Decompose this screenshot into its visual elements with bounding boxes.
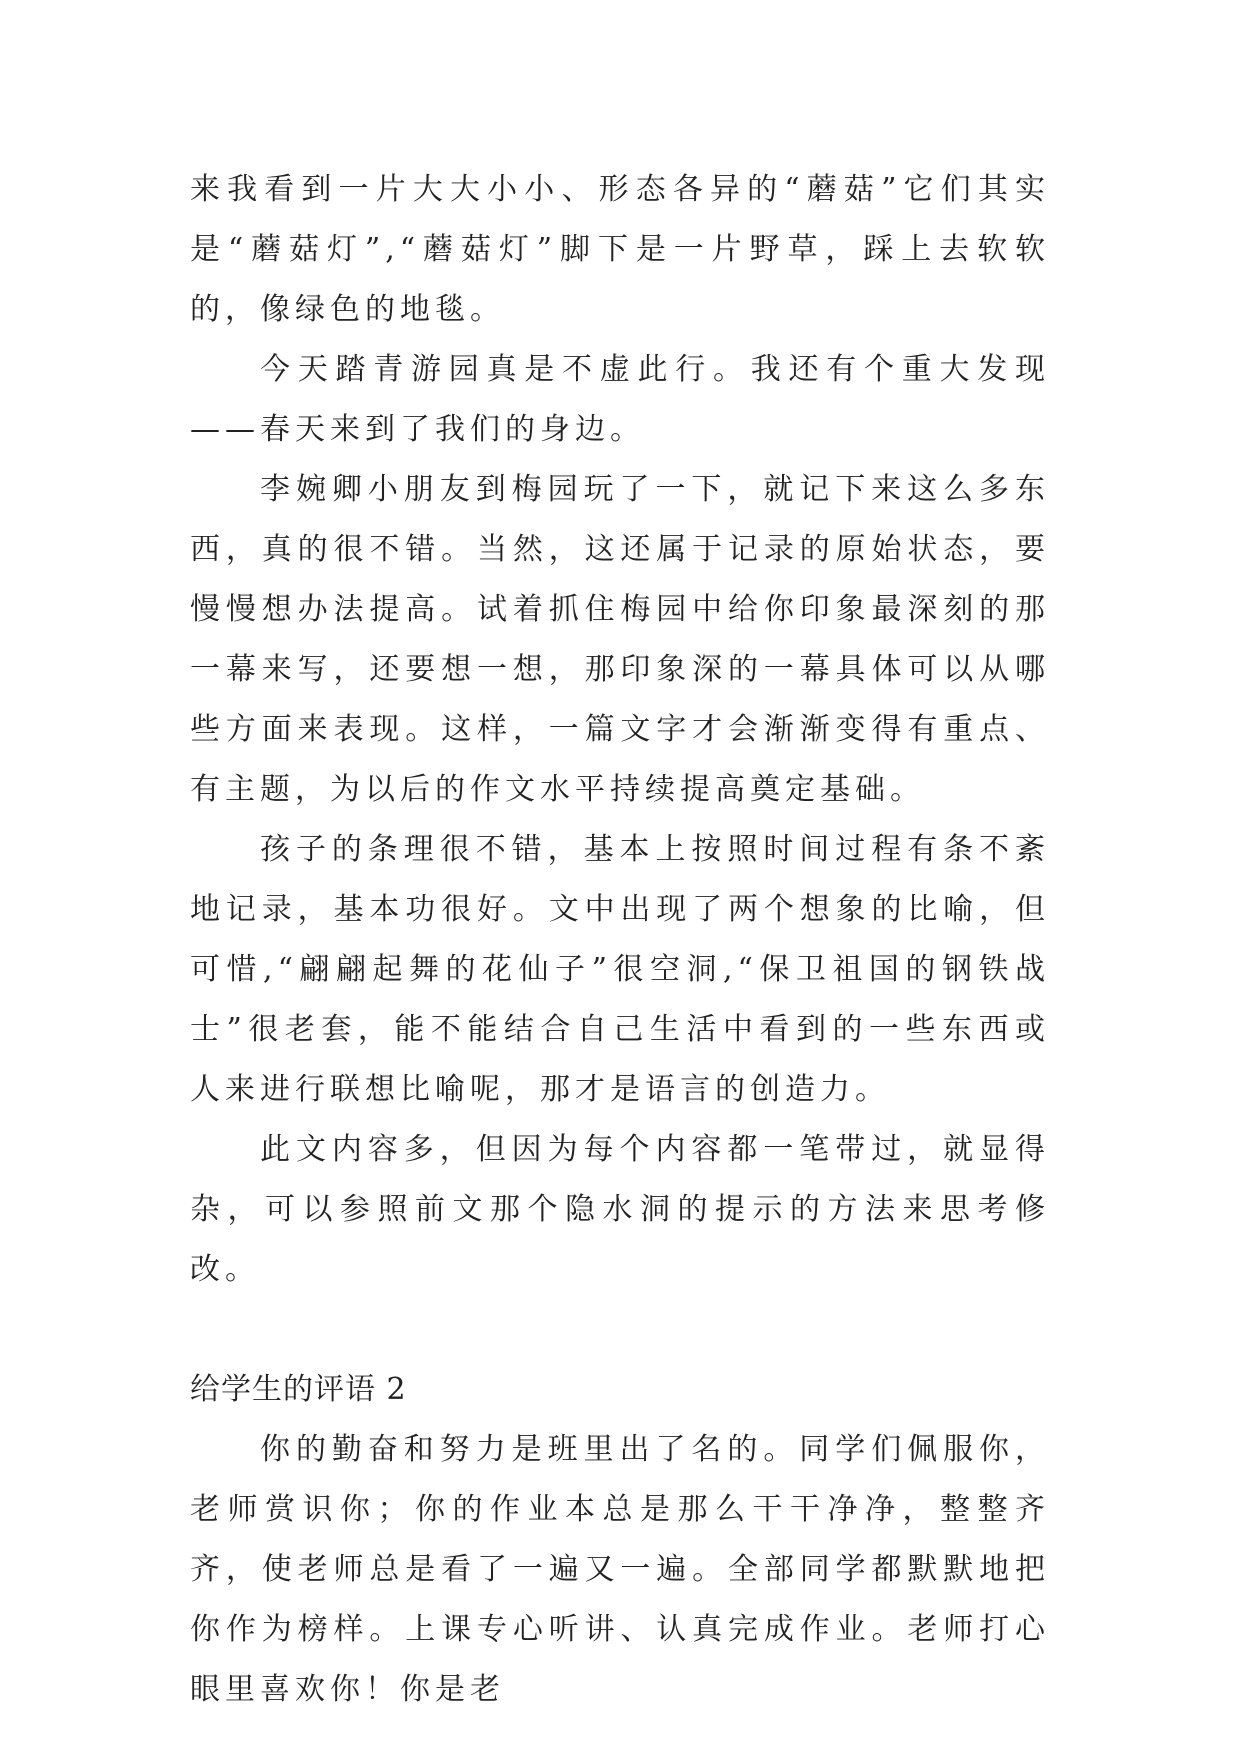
paragraph-student-comment: 你的勤奋和努力是班里出了名的。同学们佩服你，老师赏识你；你的作业本总是那么干干净净，整整齐齐，使老师总是看了一遍又一遍。全部同学都默默地把你作为榜样。上课专心听讲、认真完成作业。老师打心眼里喜欢你！你是老 [190,1432,1050,1707]
paragraph-spring-discovery: 今天踏青游园真是不虚此行。我还有个重大发现——春天来到了我们的身边。 [190,352,1050,447]
paragraph-continuation: 来我看到一片大大小小、形态各异的“蘑菇”它们其实是“蘑菇灯”,“蘑菇灯”脚下是一片野草，踩上去软软的，像绿色的地毯。 [190,172,1050,327]
paragraph-teacher-comment-1: 李婉卿小朋友到梅园玩了一下，就记下来这么多东西，真的很不错。当然，这还属于记录的原始状态，要慢慢想办法提高。试着抓住梅园中给你印象最深刻的那一幕来写，还要想一想，那印象深的一幕具体可以从哪些方面来表现。这样，一篇文字才会渐渐变得有重点、有主题，为以后的作文水平持续提高奠定基础。 [190,472,1050,807]
section-spacer [190,1300,1050,1360]
paragraph-teacher-comment-3: 此文内容多，但因为每个内容都一笔带过，就显得杂，可以参照前文那个隐水洞的提示的方法来思考修改。 [190,1132,1050,1287]
paragraph-teacher-comment-2: 孩子的条理很不错，基本上按照时间过程有条不紊地记录，基本功很好。文中出现了两个想象的比喻，但可惜,“翩翩起舞的花仙子”很空洞,“保卫祖国的钢铁战士”很老套，能不能结合自己生活中看到的一些东西或人来进行联想比喻呢，那才是语言的创造力。 [190,832,1050,1107]
section-heading: 给学生的评语 2 [190,1372,407,1407]
document-body [190,160,1050,1720]
